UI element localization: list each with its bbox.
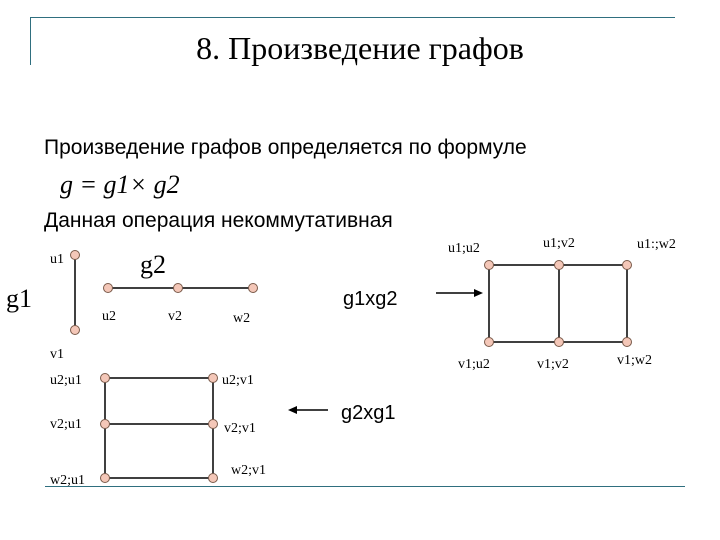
g2-node-w2 <box>249 284 258 293</box>
g1xg2-node-v1w2 <box>623 338 632 347</box>
g1-label-u1: u1 <box>50 252 64 267</box>
slide-title: 8. Произведение графов <box>196 30 524 66</box>
g1xg2-label-v1u2: v1;u2 <box>458 357 490 372</box>
g2-label-v2: v2 <box>168 309 182 324</box>
g1-name: g1 <box>6 284 32 313</box>
g2-label-u2: u2 <box>102 309 116 324</box>
g1xg2-label-u1w2: u1:;w2 <box>637 237 676 252</box>
g1xg2-node-u1w2 <box>623 261 632 270</box>
g1xg2-arrow-head <box>474 289 483 297</box>
g2xg1-label-w2u1: w2;u1 <box>50 473 85 488</box>
g1xg2-node-u1u2 <box>485 261 494 270</box>
product-formula: g = g1× g2 <box>60 170 180 199</box>
g2xg1-arrow-head <box>288 406 297 414</box>
g1xg2-node-v1u2 <box>485 338 494 347</box>
g2xg1-label-u2v1: u2;v1 <box>222 373 254 388</box>
g2xg1-node-w2u1 <box>101 474 110 483</box>
definition-text: Произведение графов определяется по формуле <box>44 136 527 159</box>
g1xg2-label-v1w2: v1;w2 <box>617 353 652 368</box>
g2-node-u2 <box>104 284 113 293</box>
g1xg2-node-u1v2 <box>555 261 564 270</box>
g1-node-v1 <box>71 326 80 335</box>
g2-node-v2 <box>174 284 183 293</box>
g2-name: g2 <box>140 250 166 279</box>
g2-label-w2: w2 <box>233 311 251 326</box>
g1xg2-label-u1u2: u1;u2 <box>448 241 480 256</box>
g2xg1-node-u2u1 <box>101 374 110 383</box>
g2xg1-label-w2v1: w2;v1 <box>231 463 266 478</box>
g2xg1-label: g2xg1 <box>341 402 396 424</box>
g1xg2-label: g1xg2 <box>343 288 398 310</box>
g2xg1-node-u2v1 <box>209 374 218 383</box>
g1-label-v1: v1 <box>50 347 64 362</box>
g2xg1-node-v2v1 <box>209 420 218 429</box>
g2xg1-node-v2u1 <box>101 420 110 429</box>
g1xg2-node-v1v2 <box>555 338 564 347</box>
g2xg1-label-u2u1: u2;u1 <box>50 373 82 388</box>
g1xg2-label-u1v2: u1;v2 <box>543 236 575 251</box>
g1xg2-label-v1v2: v1;v2 <box>537 357 569 372</box>
g1-node-u1 <box>71 251 80 260</box>
g2xg1-label-v2u1: v2;u1 <box>50 417 82 432</box>
noncommutative-text: Данная операция некоммутативная <box>44 209 393 232</box>
g2xg1-node-w2v1 <box>209 474 218 483</box>
g2xg1-label-v2v1: v2;v1 <box>224 421 256 436</box>
